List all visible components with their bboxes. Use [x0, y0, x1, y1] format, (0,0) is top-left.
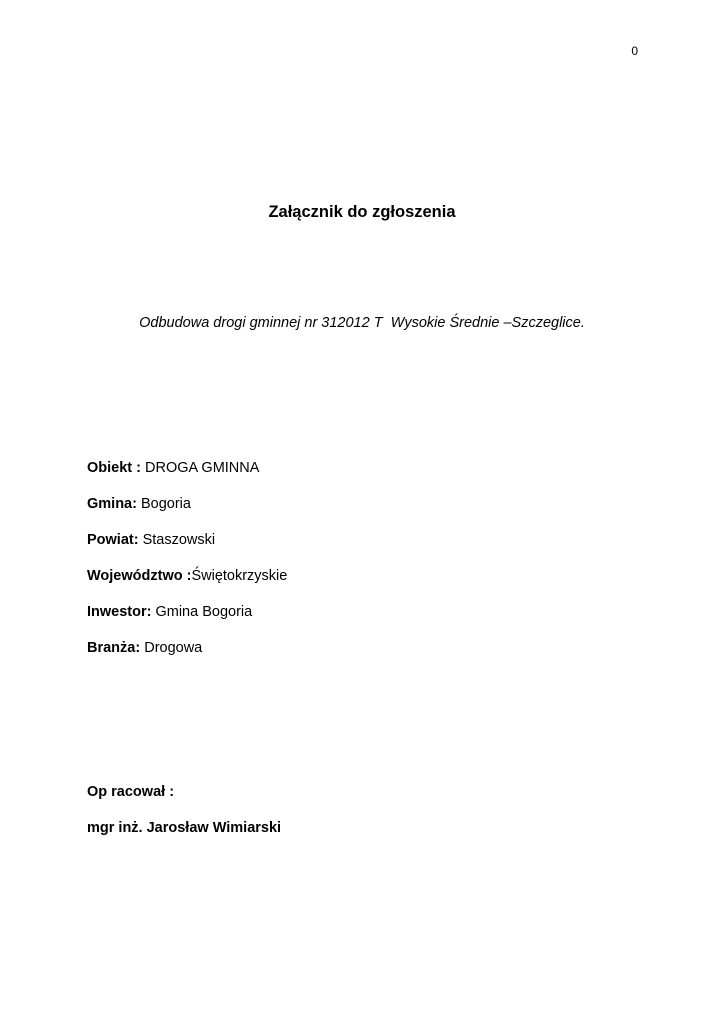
- author-block: [87, 782, 647, 854]
- field-wojewodztwo: [87, 566, 647, 602]
- field-branza: [87, 638, 647, 674]
- document-title: Załącznik do zgłoszenia: [268, 203, 456, 221]
- field-label: Obiekt :: [87, 460, 141, 476]
- field-value: Świętokrzyskie: [191, 568, 288, 584]
- field-inwestor: [87, 602, 647, 638]
- field-value: Staszowski: [138, 532, 216, 548]
- field-label: Inwestor:: [87, 604, 152, 620]
- field-powiat: [87, 530, 647, 566]
- field-value: Gmina Bogoria: [151, 604, 253, 620]
- author-label: Op racował :: [87, 784, 175, 800]
- field-label: Branża:: [87, 640, 141, 656]
- document-subtitle: Odbudowa drogi gminnej nr 312012 T Wysokie Średnie –Szczeglice.: [139, 315, 585, 331]
- project-fields: [87, 458, 647, 674]
- field-value: DROGA GMINNA: [140, 460, 260, 476]
- field-obiekt: [87, 458, 647, 494]
- field-label: Województwo :: [87, 568, 192, 584]
- page-number: 0: [631, 44, 638, 58]
- field-label: Powiat:: [87, 532, 139, 548]
- field-label: Gmina:: [87, 496, 137, 512]
- field-value: Bogoria: [136, 496, 191, 512]
- author-name: mgr inż. Jarosław Wimiarski: [87, 820, 282, 836]
- field-value: Drogowa: [140, 640, 203, 656]
- field-gmina: [87, 494, 647, 530]
